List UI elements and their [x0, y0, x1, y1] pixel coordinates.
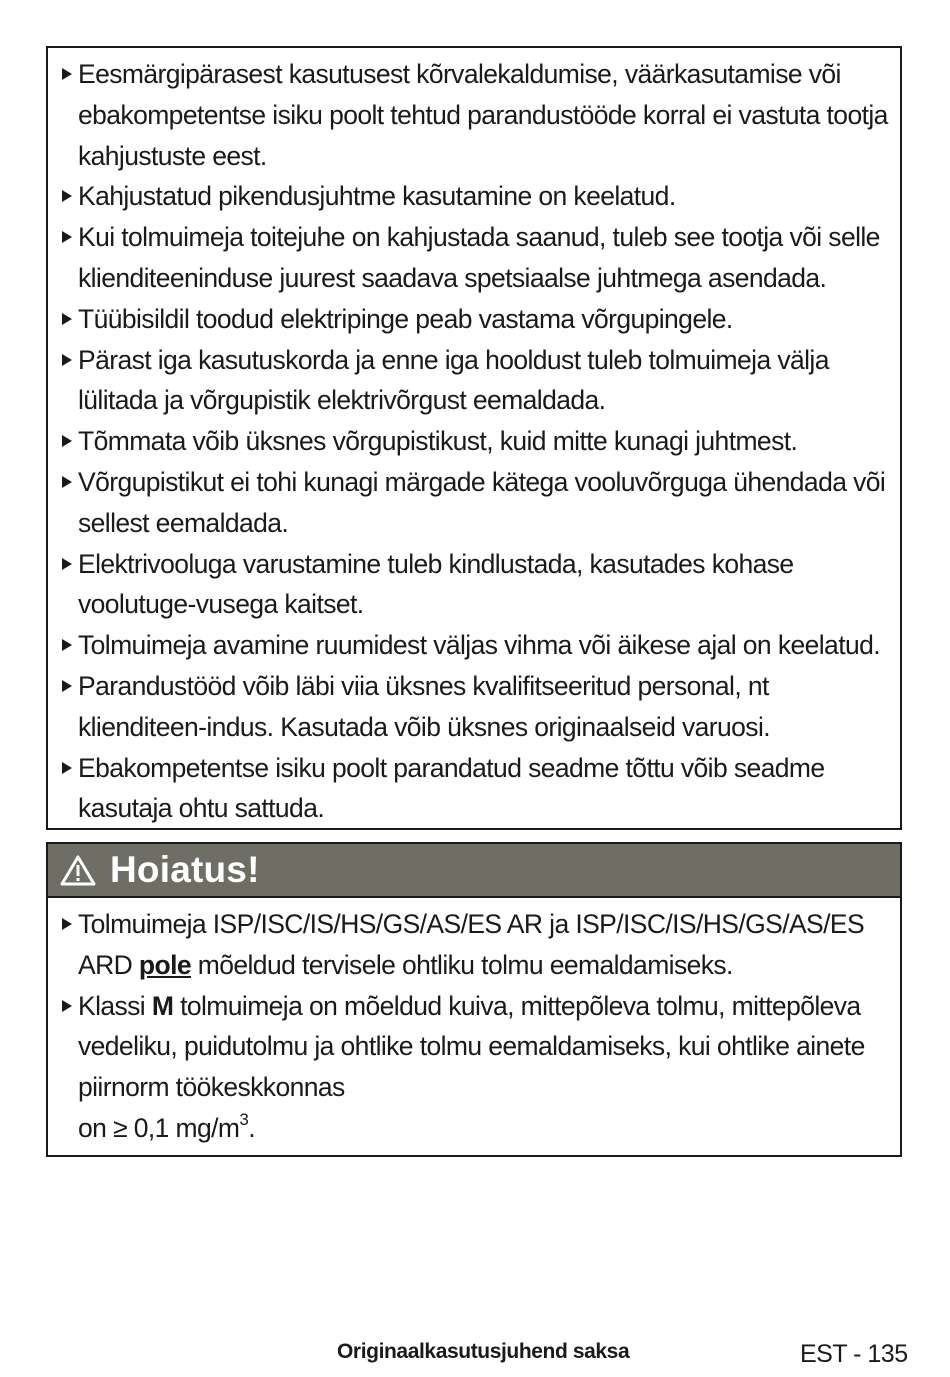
emphasis: pole: [138, 949, 191, 980]
list-item: Tõmmata võib üksnes võrgupistikust, kuid mitte kunagi juhtmest.: [58, 421, 890, 462]
list-item: Tolmuimeja avamine ruumidest väljas vihma või äikese ajal on keelatud.: [58, 625, 890, 666]
list-item: Pärast iga kasutuskorda ja enne iga hooldust tuleb tolmuimeja välja lülitada ja võrgupistik elektrivõrgust eemaldada.: [58, 340, 890, 422]
warning-item: Klassi M tolmuimeja on mõeldud kuiva, mittepõleva tolmu, mittepõleva vedeliku, puidutolmu ja ohtlike tolmu eemaldamiseks, kui ohtlike ainete piirnorm töökeskkonnas on ≥ 0,1 $mg/m^3$.: [58, 986, 890, 1149]
list-item: Võrgupistikut ei tohi kunagi märgade kätega vooluvõrguga ühendada või sellest eemaldada.: [58, 462, 890, 544]
list-item: Kahjustatud pikendusjuhtme kasutamine on keelatud.: [58, 176, 890, 217]
emphasis: M: [151, 990, 174, 1021]
list-item: Tüübisildil toodud elektripinge peab vastama võrgupingele.: [58, 299, 890, 340]
list-item: Ebakompetentse isiku poolt parandatud seadme tõttu võib seadme kasutaja ohtu sattuda.: [58, 748, 890, 830]
list-item: Elektrivooluga varustamine tuleb kindlustada, kasutades kohase voolutuge-vusega kaitset.: [58, 544, 890, 626]
warning-triangle-icon: [60, 854, 96, 886]
page-number: EST - 135: [800, 1340, 908, 1368]
warning-box: [46, 842, 902, 1157]
warning-body: [48, 898, 900, 1149]
list-item: Parandustööd võib läbi viia üksnes kvalifitseeritud personal, nt klienditeen-indus. Kasutada võib üksnes originaalseid varuosi.: [58, 666, 890, 748]
warning-item: Tolmuimeja ISP/ISC/IS/HS/GS/AS/ES AR ja ISP/ISC/IS/HS/GS/AS/ES ARD pole mõeldud tervisele ohtliku tolmu eemaldamiseks.: [58, 904, 890, 986]
list-item: Kui tolmuimeja toitejuhe on kahjustada saanud, tuleb see tootja või selle klienditeeninduse juurest saadava spetsiaalse juhtmega asendada.: [58, 217, 890, 299]
list-item: Eesmärgipärasest kasutusest kõrvalekaldumise, väärkasutamise või ebakompetentse isiku poolt tehtud parandustööde korral ei vastuta tootja kahjustuste eest.: [58, 54, 890, 176]
superscript: 3: [239, 1110, 249, 1130]
footer-document-title: Originaalkasutusjuhend saksa: [337, 1340, 630, 1363]
warning-title: Hoiatus!: [110, 849, 260, 890]
warning-header: [48, 844, 900, 898]
safety-instructions-box: [46, 46, 902, 830]
